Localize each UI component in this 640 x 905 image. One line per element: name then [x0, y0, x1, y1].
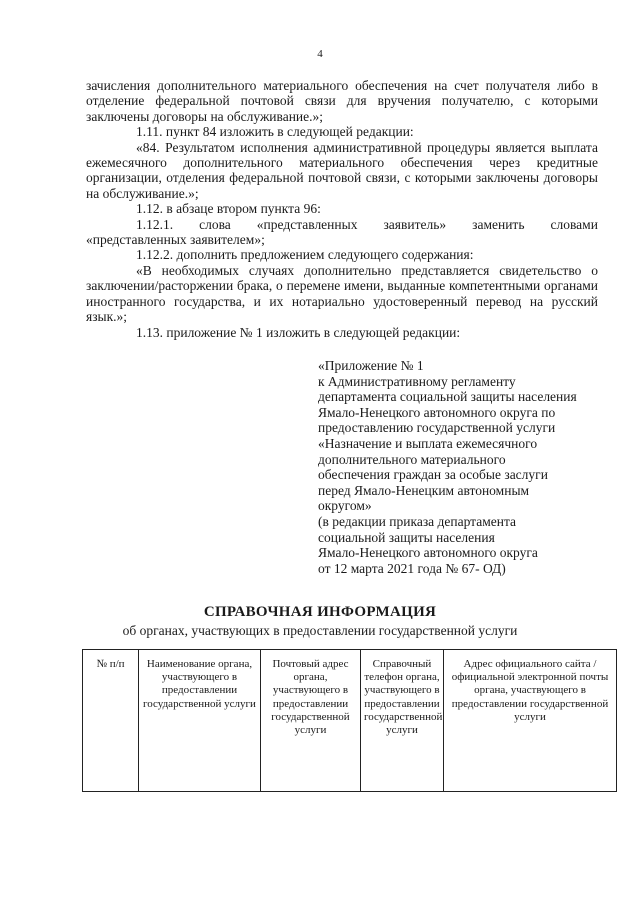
- header-cell-number: № п/п: [83, 650, 139, 792]
- reference-table: [82, 649, 617, 792]
- header-cell-organ-name: Наименование органа, участвующего в предоставлении государственной услуги: [139, 650, 261, 792]
- appendix-line: департамента социальной защиты населения: [318, 389, 577, 405]
- appendix-line: к Административному регламенту: [318, 373, 516, 389]
- appendix-line: дополнительного материального: [318, 451, 506, 467]
- paragraph-item-1-12-2: 1.12.2. дополнить предложением следующего содержания:: [136, 247, 474, 263]
- appendix-line: обеспечения граждан за особые заслуги: [318, 467, 548, 483]
- word: 1.12.1.: [136, 216, 174, 232]
- word: заменить: [472, 216, 525, 232]
- appendix-line: (в редакции приказа департамента: [318, 513, 517, 529]
- appendix-line: Ямало-Ненецкого автономного округа по: [318, 404, 556, 420]
- paragraph-item-84: «84. Результатом исполнения административной процедуры является выплата ежемесячного дополнительного материального обеспечения через кредитные организации, отделения федеральной почтовой связи, с которыми заключены договоры на обслуживание.»;: [86, 139, 598, 201]
- word: заявитель»: [383, 216, 447, 232]
- appendix-line: перед Ямало-Ненецким автономным: [318, 482, 530, 498]
- paragraph-item-1-12-1: [86, 217, 598, 232]
- document-body: [86, 78, 598, 340]
- paragraph-item-1-11: 1.11. пункт 84 изложить в следующей редакции:: [136, 124, 414, 140]
- header-cell-phone: Справочный телефон органа, участвующего в предоставлении государственной услуги: [361, 650, 444, 792]
- paragraph-item-1-12: 1.12. в абзаце втором пункта 96:: [136, 201, 321, 217]
- reference-title: СПРАВОЧНАЯ ИНФОРМАЦИЯ: [203, 604, 437, 620]
- appendix-line: «Назначение и выплата ежемесячного: [318, 435, 538, 451]
- paragraph-quote: «В необходимых случаях дополнительно представляется свидетельство о заключении/расторжении брака, о перемене имени, выданные компетентными органами иностранного государства, и их нотариально удостоверенный перевод на русский язык.»;: [86, 262, 598, 325]
- word: словами: [550, 216, 598, 232]
- appendix-header: [318, 358, 618, 576]
- paragraph-item-1-12-1-end: «представленных заявителем»;: [86, 232, 265, 248]
- appendix-line: предоставлению государственной услуги: [318, 420, 556, 436]
- reference-subtitle: об органах, участвующих в предоставлении государственной услуги: [122, 623, 518, 638]
- paragraph-item-1-13: 1.13. приложение № 1 изложить в следующей редакции:: [136, 324, 461, 340]
- table-header-row: [83, 650, 617, 792]
- appendix-line: округом»: [318, 498, 372, 514]
- page-number: 4: [317, 48, 323, 60]
- header-cell-postal-address: Почтовый адрес органа, участвующего в предоставлении государственной услуги: [261, 650, 361, 792]
- appendix-line: социальной защиты населения: [318, 529, 495, 545]
- appendix-line: от 12 марта 2021 года № 67- ОД): [318, 560, 506, 576]
- header-cell-website-email: Адрес официального сайта /официальной электронной почты органа, участвующего в предоставлении государственной услуги: [444, 650, 617, 792]
- word: «представленных: [256, 216, 358, 232]
- word: слова: [199, 216, 231, 232]
- paragraph-1: зачисления дополнительного материального обеспечения на счет получателя либо в отделение федеральной почтовой связи для вручения получателю, с которыми заключены договоры на обслуживание.»;: [86, 78, 598, 124]
- appendix-line: «Приложение № 1: [318, 358, 424, 373]
- appendix-line: Ямало-Ненецкого автономного округа: [318, 545, 538, 561]
